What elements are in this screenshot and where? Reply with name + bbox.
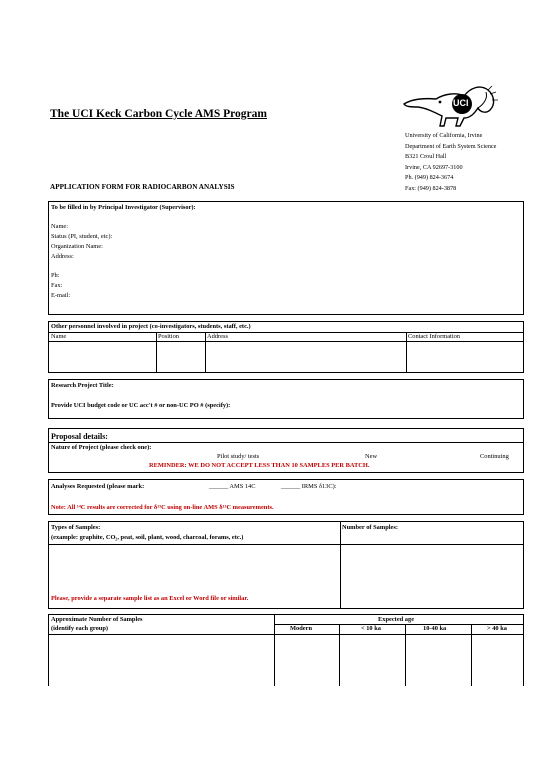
sample-types-label: Types of Samples: [51, 524, 101, 531]
pi-status-field[interactable]: Status (PI, student, etc): [51, 233, 113, 240]
number-of-samples-label: Number of Samples: [342, 524, 398, 531]
col-modern: Modern [290, 625, 313, 632]
correction-note: Note: All ¹⁴C results are corrected for δ¹³C using on-line AMS δ¹³C measurements. [51, 504, 274, 511]
sample-example-label: (example: graphite, CO₂, peat, soil, plant, wood, charcoal, forams, etc.) [51, 534, 244, 541]
pi-fax-field[interactable]: Fax: [51, 282, 63, 289]
budget-code-label: Provide UCI budget code or UC acc't # or non-UC PO # (specify): [51, 402, 231, 409]
program-title: The UCI Keck Carbon Cycle AMS Program [50, 108, 267, 120]
address-line: Ph. (949) 824-3674 [405, 174, 454, 181]
option-pilot[interactable]: Pilot study/ tests [217, 453, 260, 460]
reminder-text: REMINDER: WE DO NOT ACCEPT LESS THAN 10 SAMPLES PER BATCH. [149, 462, 370, 469]
address-line: Irvine, CA 92697-3100 [405, 163, 463, 171]
identify-group-label: (identify each group) [51, 625, 109, 632]
personnel-table [48, 321, 524, 373]
personnel-heading: Other personnel involved in project (co-investigators, students, staff, etc.) [51, 323, 251, 330]
ams-checkbox[interactable]: ______ AMS 14C [209, 483, 256, 490]
pi-name-field[interactable]: Name: [51, 223, 69, 230]
age-table [48, 614, 524, 686]
expected-age-label: Expected age [378, 616, 415, 623]
col-gt-40ka: > 40 ka [487, 625, 507, 632]
research-title-label: Research Project Title: [51, 382, 114, 389]
address-line: Department of Earth System Science [405, 142, 497, 150]
pi-phone-field[interactable]: Ph: [51, 272, 60, 279]
analyses-section [48, 479, 524, 515]
nature-label: Nature of Project (please check one): [51, 444, 152, 451]
col-10-40ka: 10-40 ka [423, 625, 447, 632]
approx-number-label: Approximate Number of Samples [51, 616, 143, 623]
pi-organization-field[interactable]: Organization Name: [51, 243, 103, 250]
uci-anteater-logo [400, 82, 500, 130]
irms-checkbox[interactable]: ______ IRMS δ13C): [281, 483, 337, 490]
proposal-heading: Proposal details: [51, 432, 108, 441]
address-line: University of California, Irvine [405, 132, 483, 139]
samples-section [48, 521, 524, 609]
logo-text: UCI [453, 98, 469, 108]
pi-email-field[interactable]: E-mail: [51, 292, 71, 299]
address-line: B321 Croul Hall [405, 153, 447, 160]
anteater-icon [400, 82, 500, 130]
col-lt-10ka: < 10 ka [361, 625, 381, 632]
proposal-section [48, 428, 524, 473]
col-name: Name [51, 333, 67, 340]
address-block [405, 131, 496, 194]
pi-address-field[interactable]: Address: [51, 253, 74, 260]
pi-heading: To be filled in by Principal Investigator (Supervisor): [51, 204, 196, 211]
option-continuing[interactable]: Continuing [480, 453, 509, 460]
form-title: APPLICATION FORM FOR RADIOCARBON ANALYSIS [50, 183, 235, 191]
sample-list-note: Please, provide a separate sample list as an Excel or Word file or similar. [51, 595, 249, 602]
research-section [48, 379, 524, 419]
col-address: Address [207, 333, 228, 340]
col-position: Position [158, 333, 179, 340]
analyses-label: Analyses Requested (please mark: [51, 483, 145, 490]
pi-section [48, 201, 524, 315]
col-contact: Contact Information [408, 333, 460, 340]
address-line: Fax: (949) 824-3878 [405, 184, 457, 192]
option-new[interactable]: New [365, 453, 378, 460]
